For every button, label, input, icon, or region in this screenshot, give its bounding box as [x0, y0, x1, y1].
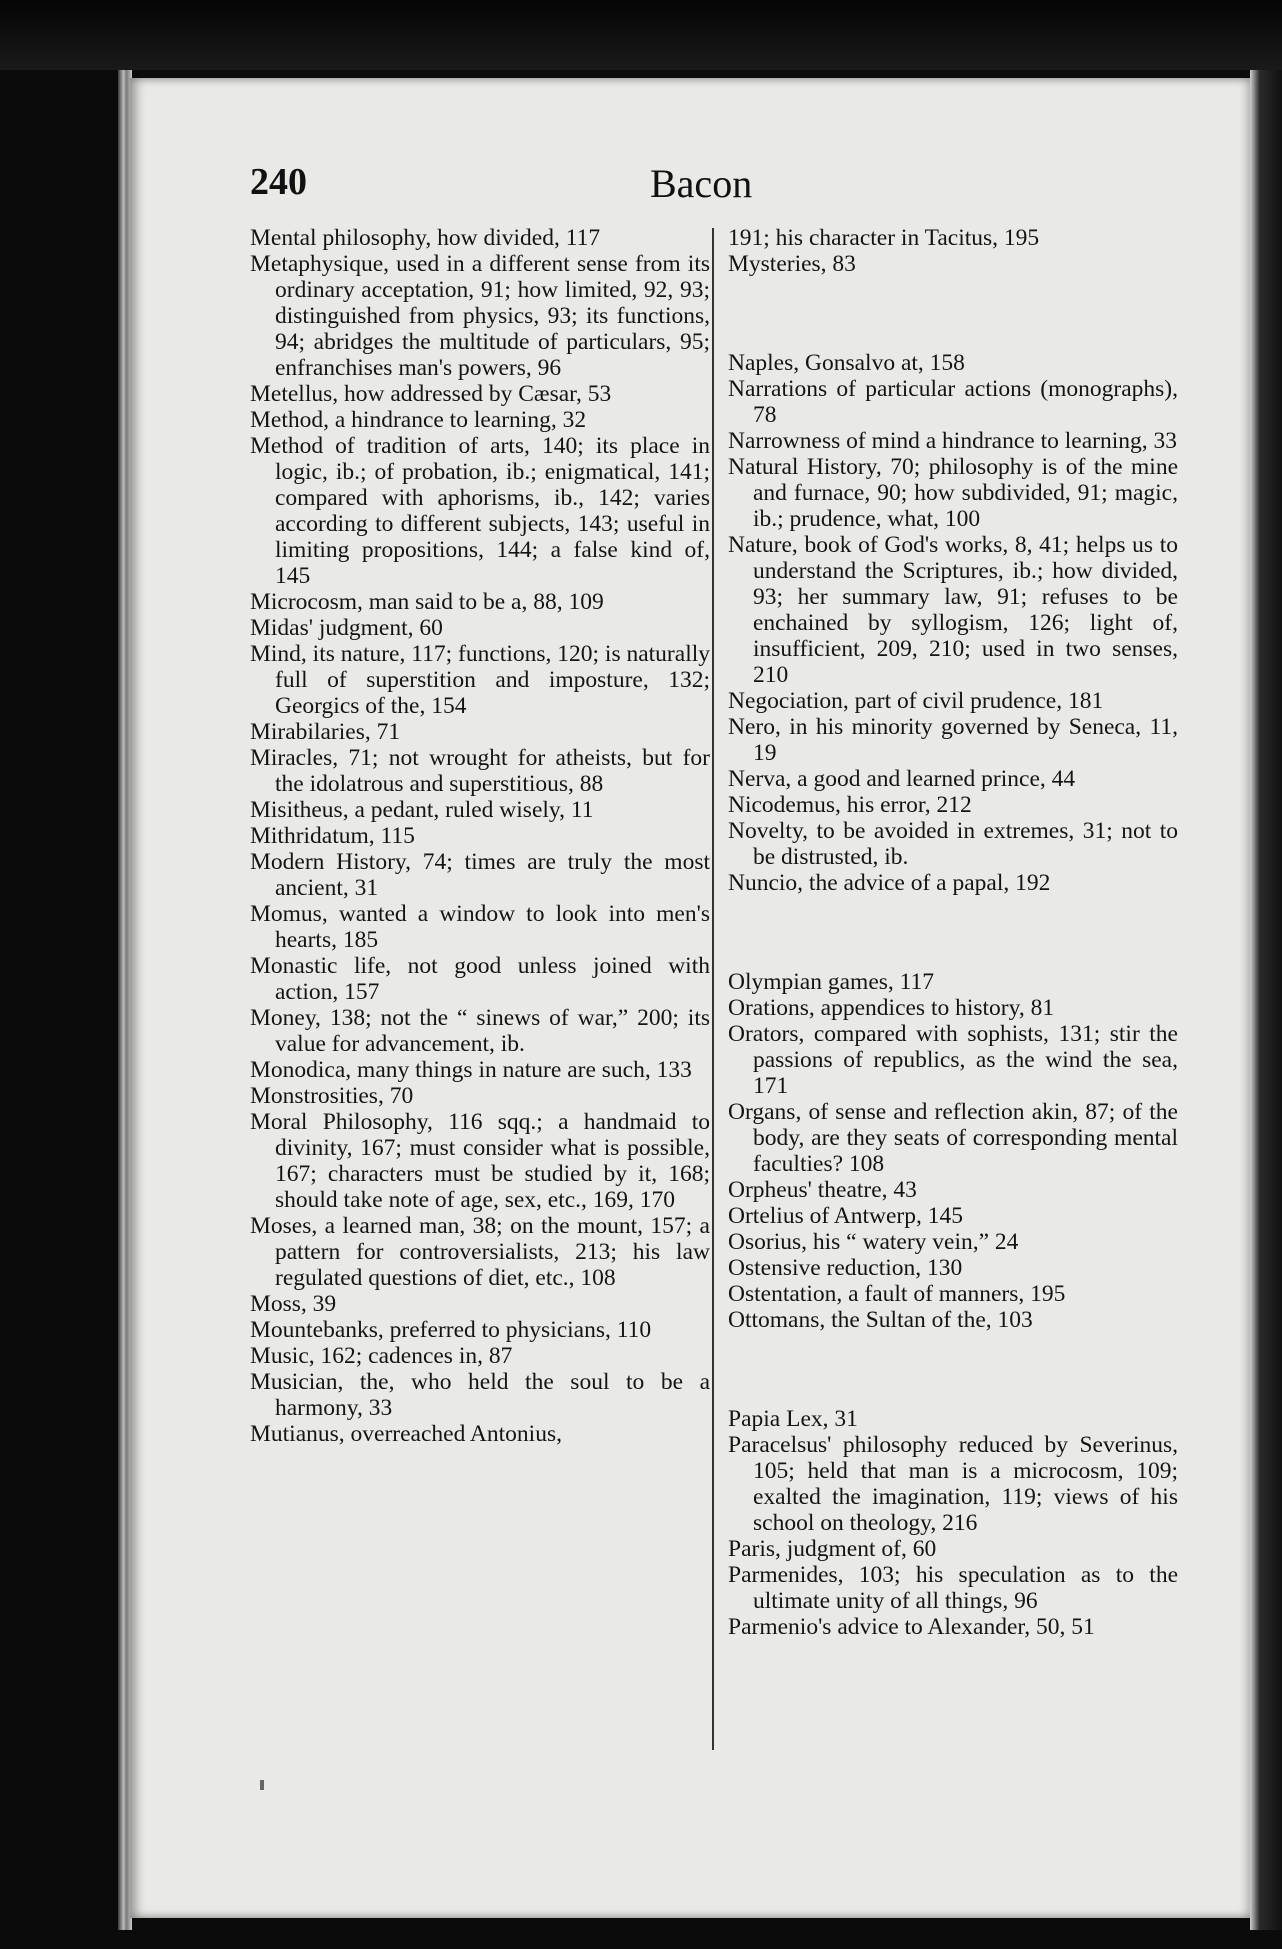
- index-entry: Mysteries, 83: [728, 251, 856, 277]
- section-gap: [728, 920, 1178, 946]
- index-entry: Method, a hindrance to learning, 32: [250, 407, 587, 433]
- index-entry: Papia Lex, 31: [728, 1406, 858, 1432]
- index-entry: Osorius, his “ watery vein,” 24: [728, 1229, 1019, 1255]
- index-entry: Nuncio, the advice of a papal, 192: [728, 870, 1051, 896]
- index-entry: Mirabilaries, 71: [250, 719, 401, 745]
- index-entry: Mountebanks, preferred to physicians, 110: [250, 1317, 652, 1343]
- index-entry: Moses, a learned man, 38; on the mount, 157; a pattern for controversialists, 213; his law regulated questions of diet, etc., 108: [250, 1213, 710, 1291]
- page-header: [250, 160, 770, 220]
- index-entry: Mental philosophy, how divided, 117: [250, 225, 601, 251]
- index-entry: Nero, in his minority governed by Seneca, 11, 19: [728, 714, 1178, 766]
- index-entry: Parmenio's advice to Alexander, 50, 51: [728, 1614, 1095, 1640]
- page-number: 240: [250, 161, 307, 203]
- index-entry: Paracelsus' philosophy reduced by Severinus, 105; held that man is a microcosm, 109; exalted the imagination, 119; views of his school on theology, 216: [728, 1432, 1178, 1536]
- index-entry: Mithridatum, 115: [250, 823, 415, 849]
- index-entry: Olympian games, 117: [728, 969, 935, 995]
- index-column-left: [250, 225, 710, 1447]
- index-entry: Monodica, many things in nature are such, 133: [250, 1057, 692, 1083]
- section-gap: [728, 1357, 1178, 1383]
- index-entry: Metaphysique, used in a different sense from its ordinary acceptation, 91; how limited, 92, 93; distinguished from physics, 93; its functions, 94; abridges the multitude of particulars, 95; enfranchises man's powers, 96: [250, 251, 710, 381]
- index-entry: Momus, wanted a window to look into men's hearts, 185: [250, 901, 710, 953]
- index-entry: Monstrosities, 70: [250, 1083, 414, 1109]
- index-entry: Parmenides, 103; his speculation as to the ultimate unity of all things, 96: [728, 1562, 1178, 1614]
- scan-backdrop: [0, 0, 1282, 70]
- index-entry: Miracles, 71; not wrought for atheists, but for the idolatrous and superstitious, 88: [250, 745, 710, 797]
- index-entry: Mind, its nature, 117; functions, 120; is naturally full of superstition and imposture, 132; Georgics of the, 154: [250, 641, 710, 719]
- index-entry: Microcosm, man said to be a, 88, 109: [250, 589, 604, 615]
- index-entry: Orpheus' theatre, 43: [728, 1177, 917, 1203]
- index-entry: Monastic life, not good unless joined with action, 157: [250, 953, 710, 1005]
- index-entry: Ostensive reduction, 130: [728, 1255, 963, 1281]
- index-entry: Narrations of particular actions (monographs), 78: [728, 376, 1178, 428]
- index-entry: Midas' judgment, 60: [250, 615, 443, 641]
- section-gap: [728, 301, 1178, 327]
- index-entry: Nerva, a good and learned prince, 44: [728, 766, 1076, 792]
- index-entry: Naples, Gonsalvo at, 158: [728, 350, 965, 376]
- index-entry: Metellus, how addressed by Cæsar, 53: [250, 381, 612, 407]
- index-entry: Musician, the, who held the soul to be a harmony, 33: [250, 1369, 710, 1421]
- index-entry: Natural History, 70; philosophy is of the mine and furnace, 90; how subdivided, 91; magic, ib.; prudence, what, 100: [728, 454, 1178, 532]
- index-entry: Money, 138; not the “ sinews of war,” 200; its value for advancement, ib.: [250, 1005, 710, 1057]
- book-fore-edge: [1250, 70, 1282, 1930]
- index-entry: Negociation, part of civil prudence, 181: [728, 688, 1104, 714]
- index-entry: Orations, appendices to history, 81: [728, 995, 1055, 1021]
- index-entry: 191; his character in Tacitus, 195: [728, 225, 1040, 251]
- index-entry: Orators, compared with sophists, 131; stir the passions of republics, as the wind the sea, 171: [728, 1021, 1178, 1099]
- index-entry: Moral Philosophy, 116 sqq.; a handmaid to divinity, 167; must consider what is possible, 167; characters must be studied by it, 168; should take note of age, sex, etc., 169, 170: [250, 1109, 710, 1213]
- print-mark: [260, 1780, 264, 1790]
- index-entry: Ortelius of Antwerp, 145: [728, 1203, 963, 1229]
- index-entry: Method of tradition of arts, 140; its place in logic, ib.; of probation, ib.; enigmatical, 141; compared with aphorisms, ib., 142; varies according to different subjects, 143; useful in limiting propositions, 144; a false kind of, 145: [250, 433, 710, 589]
- index-entry: Narrowness of mind a hindrance to learning, 33: [728, 428, 1177, 454]
- index-entry: Nicodemus, his error, 212: [728, 792, 972, 818]
- index-column-right: [728, 225, 1178, 1640]
- index-entry: Moss, 39: [250, 1291, 337, 1317]
- index-entry: Misitheus, a pedant, ruled wisely, 11: [250, 797, 594, 823]
- index-entry: Nature, book of God's works, 8, 41; helps us to understand the Scriptures, ib.; how divided, 93; her summary law, 91; refuses to be enchained by syllogism, 126; light of, insufficient, 209, 210; used in two senses, 210: [728, 532, 1178, 688]
- index-entry: Paris, judgment of, 60: [728, 1536, 937, 1562]
- index-entry: Music, 162; cadences in, 87: [250, 1343, 513, 1369]
- running-title: Bacon: [650, 161, 753, 206]
- index-entry: Ottomans, the Sultan of the, 103: [728, 1307, 1033, 1333]
- column-divider: [712, 228, 714, 1750]
- index-entry: Novelty, to be avoided in extremes, 31; not to be distrusted, ib.: [728, 818, 1178, 870]
- index-entry: Organs, of sense and reflection akin, 87; of the body, are they seats of corresponding mental faculties? 108: [728, 1099, 1178, 1177]
- index-entry: Ostentation, a fault of manners, 195: [728, 1281, 1066, 1307]
- index-entry: Modern History, 74; times are truly the most ancient, 31: [250, 849, 710, 901]
- index-entry: Mutianus, overreached Antonius,: [250, 1421, 562, 1447]
